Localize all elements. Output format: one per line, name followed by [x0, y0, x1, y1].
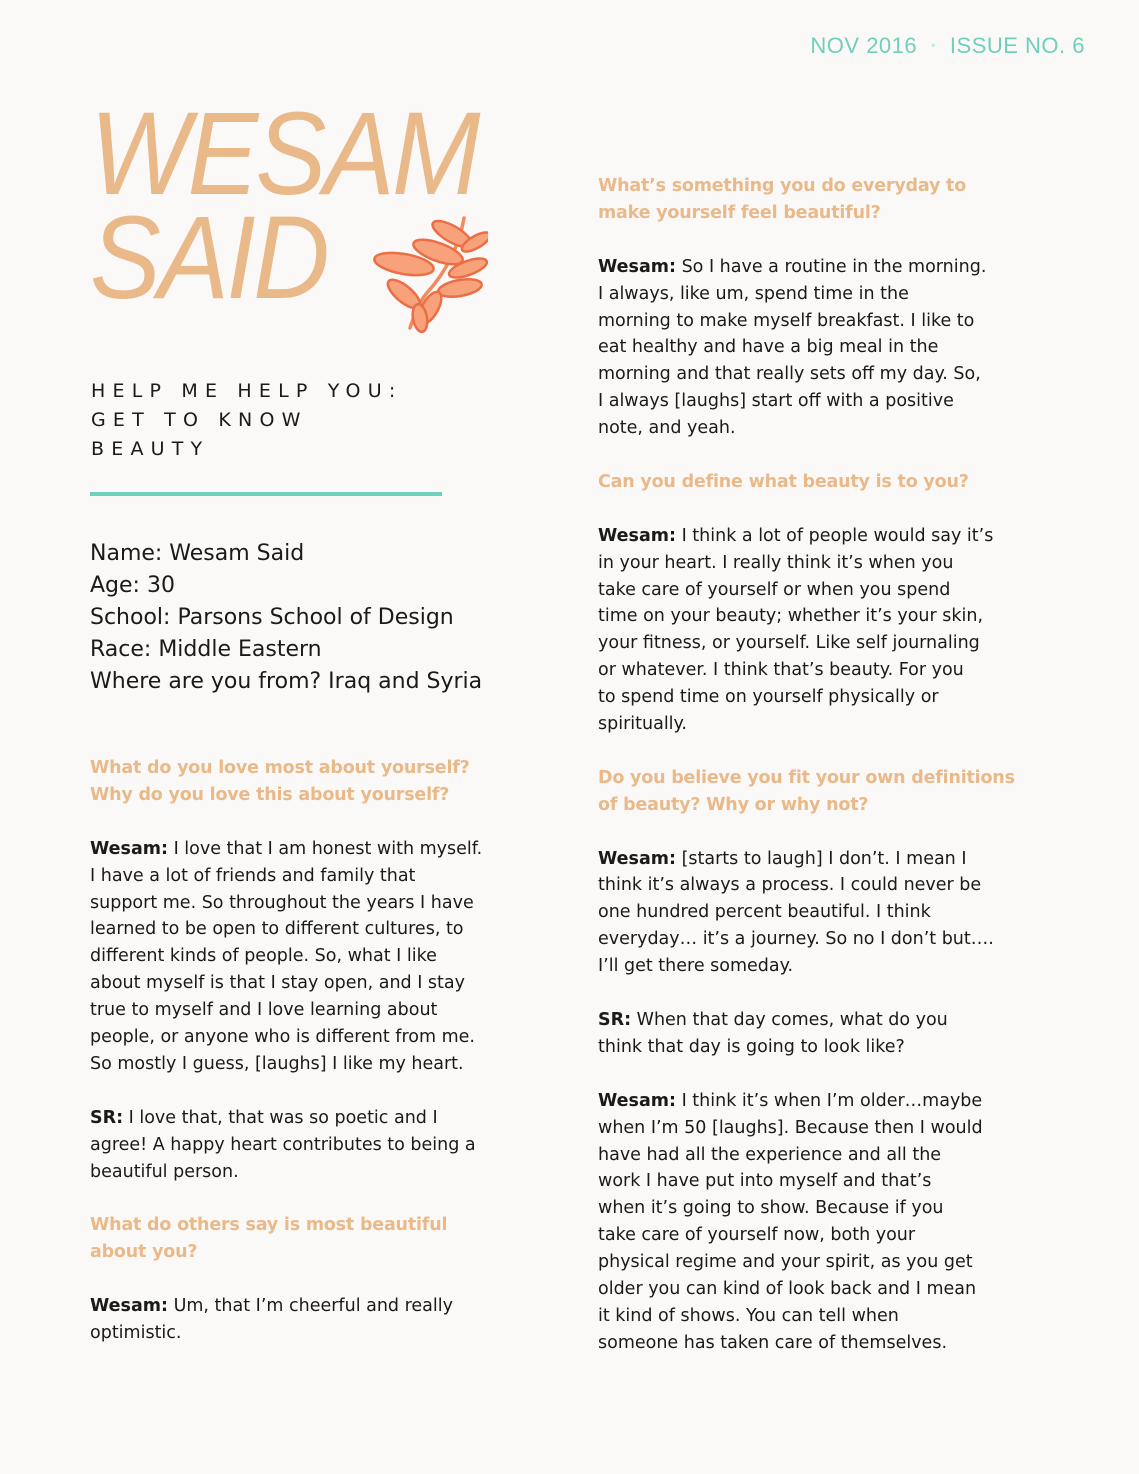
answer-line: older you can kind of look back and I mean [598, 1279, 977, 1300]
answer-line: work I have put into myself and that’s [598, 1171, 932, 1192]
answer-line: I always, like um, spend time in the [598, 283, 909, 304]
answer-line: people, or anyone who is different from me. [90, 1027, 475, 1048]
article-subtitle [91, 377, 511, 464]
question-line: Can you define what beauty is to you? [598, 471, 969, 492]
answer-line: note, and yeah. [598, 418, 736, 439]
question-line: What do others say is most beautiful [90, 1215, 448, 1236]
answer-line: morning to make myself breakfast. I like to [598, 310, 975, 331]
question-line: make yourself feel beautiful? [598, 202, 881, 223]
left-column [90, 755, 530, 1374]
speaker-label: Wesam: [598, 525, 677, 546]
question-everyday-beauty [598, 173, 1038, 227]
question-line: Do you believe you fit your own definitions [598, 767, 1015, 788]
answer-line: it kind of shows. You can tell when [598, 1305, 899, 1326]
question-line: of beauty? Why or why not? [598, 794, 869, 815]
answer-line: I’ll get there someday. [598, 956, 794, 977]
answer-line: Wesam: So I have a routine in the morning. [598, 256, 987, 277]
separator-dot-icon: ◦ [931, 38, 936, 52]
question-define-beauty [598, 469, 1038, 496]
speaker-label: Wesam: [598, 256, 677, 277]
question-line: Why do you love this about yourself? [90, 784, 450, 805]
answer-line: when I’m 50 [laughs]. Because then I would [598, 1117, 983, 1138]
interviewer-comment [90, 1105, 530, 1186]
answer-line: Wesam: I think it’s when I’m older…maybe [598, 1090, 983, 1111]
issue-number: ISSUE NO. 6 [949, 33, 1085, 58]
title-line-2: SAID [90, 192, 328, 324]
question-line: What’s something you do everyday to [598, 176, 967, 196]
answer-line: SR: I love that, that was so poetic and I [90, 1107, 438, 1128]
answer-line: true to myself and I love learning about [90, 1000, 438, 1021]
answer-line: to spend time on yourself physically or [598, 687, 939, 708]
issue-date: NOV 2016 [810, 33, 918, 58]
right-column [598, 173, 1038, 1384]
issue-header [810, 33, 1085, 59]
answer-line: optimistic. [90, 1322, 182, 1343]
profile-school: School: Parsons School of Design [90, 605, 454, 630]
answer-line: when it’s going to show. Because if you [598, 1198, 944, 1219]
answer-paragraph [598, 254, 1038, 442]
question-line: What do you love most about yourself? [90, 758, 470, 778]
answer-line: learned to be open to different cultures, to [90, 919, 464, 940]
answer-line: think that day is going to look like? [598, 1036, 905, 1057]
answer-line: think it’s always a process. I could never be [598, 875, 982, 896]
answer-paragraph [90, 836, 530, 1078]
answer-line: or whatever. I think that’s beauty. For you [598, 660, 964, 681]
answer-line: support me. So throughout the years I have [90, 892, 474, 913]
answer-line: SR: When that day comes, what do you [598, 1010, 948, 1030]
answer-line: everyday… it’s a journey. So no I don’t but…. [598, 929, 994, 950]
subtitle-line-3: BEAUTY [91, 438, 210, 460]
profile-details [90, 538, 550, 698]
speaker-label: SR: [90, 1107, 124, 1128]
speaker-label: Wesam: [90, 838, 169, 859]
answer-line: eat healthy and have a big meal in the [598, 337, 939, 358]
answer-line: Wesam: I love that I am honest with myself. [90, 838, 483, 859]
profile-age: Age: 30 [90, 573, 175, 598]
profile-race: Race: Middle Eastern [90, 637, 322, 662]
answer-line: spiritually. [598, 714, 687, 735]
answer-paragraph [598, 846, 1038, 981]
answer-paragraph [598, 1088, 1038, 1357]
answer-line: morning and that really sets off my day. So, [598, 364, 981, 385]
answer-line: Wesam: Um, that I’m cheerful and really [90, 1296, 453, 1317]
answer-line: I have a lot of friends and family that [90, 865, 416, 886]
answer-line: Wesam: [starts to laugh] I don’t. I mean I [598, 848, 967, 869]
speaker-label: Wesam: [598, 848, 677, 869]
answer-line: Wesam: I think a lot of people would say it’s [598, 525, 994, 546]
question-love-yourself [90, 755, 530, 809]
answer-line: take care of yourself or when you spend [598, 579, 951, 600]
subtitle-line-2: GET TO KNOW [91, 409, 308, 431]
leaf-branch-icon [364, 212, 488, 334]
answer-line: So mostly I guess, [laughs] I like my heart. [90, 1053, 464, 1074]
speaker-label: Wesam: [90, 1296, 169, 1317]
answer-line: physical regime and your spirit, as you get [598, 1252, 973, 1273]
speaker-label: Wesam: [598, 1090, 677, 1111]
question-others-say [90, 1212, 530, 1266]
profile-name: Name: Wesam Said [90, 541, 305, 566]
section-divider [90, 492, 442, 496]
answer-line: have had all the experience and all the [598, 1144, 942, 1165]
answer-line: time on your beauty; whether it’s your skin, [598, 606, 984, 627]
question-line: about you? [90, 1242, 198, 1263]
answer-line: about myself is that I stay open, and I stay [90, 973, 465, 994]
question-fit-definition [598, 765, 1038, 819]
title-line-1: WESAM [90, 88, 478, 220]
answer-line: one hundred percent beautiful. I think [598, 902, 931, 923]
subtitle-line-1: HELP ME HELP YOU: [91, 380, 403, 402]
profile-origin: Where are you from? Iraq and Syria [90, 669, 483, 694]
answer-paragraph [598, 523, 1038, 738]
answer-line: take care of yourself now, both your [598, 1225, 916, 1246]
interviewer-question [598, 1007, 1038, 1061]
answer-line: different kinds of people. So, what I like [90, 946, 437, 967]
answer-line: agree! A happy heart contributes to being a [90, 1134, 476, 1155]
answer-paragraph [90, 1293, 530, 1347]
answer-line: beautiful person. [90, 1161, 239, 1182]
answer-line: I always [laughs] start off with a positive [598, 391, 954, 412]
speaker-label: SR: [598, 1010, 632, 1030]
answer-line: in your heart. I really think it’s when you [598, 552, 954, 573]
answer-line: someone has taken care of themselves. [598, 1332, 948, 1353]
answer-line: your fitness, or yourself. Like self journaling [598, 633, 980, 654]
